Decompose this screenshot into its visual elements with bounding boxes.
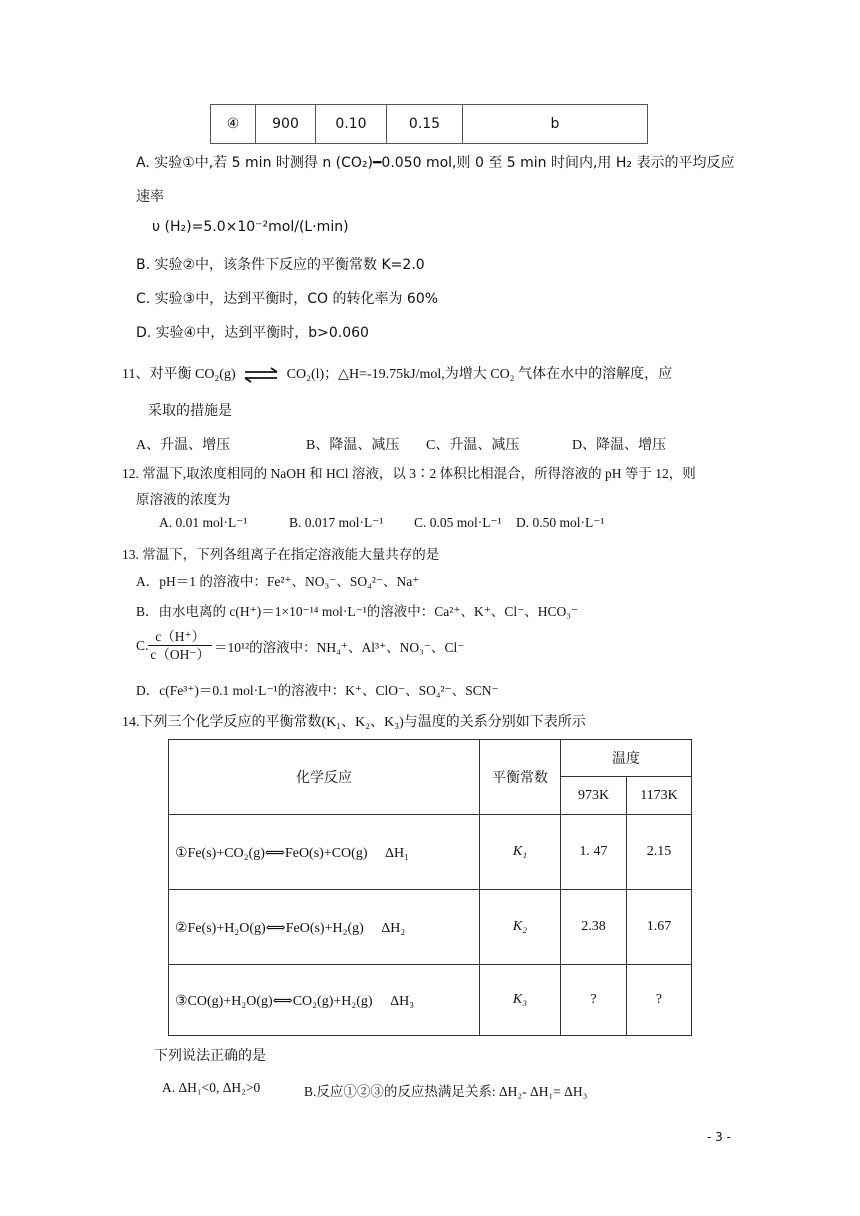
row1-973k: 1. 47 xyxy=(561,815,627,890)
cell-exp: ④ xyxy=(211,105,256,144)
row2-reaction: ②Fe(s)+H₂O(g)⟺FeO(s)+H₂(g) ΔH₂ xyxy=(169,890,480,965)
header-reaction: 化学反应 xyxy=(169,740,480,815)
header-973k: 973K xyxy=(561,777,627,815)
q13-option-c-rest: ＝10¹²的溶液中：NH₄⁺、Al³⁺、NO₃⁻、Cl⁻ xyxy=(214,639,465,655)
header-temperature: 温度 xyxy=(561,740,692,777)
row2-973k: 2.38 xyxy=(561,890,627,965)
q10-option-a-line2: 速率 xyxy=(136,189,164,205)
q13-option-c-prefix: C. xyxy=(136,637,149,653)
fraction-numerator: c（H⁺） xyxy=(148,628,212,646)
table-row xyxy=(211,105,648,144)
cell-c: b xyxy=(463,105,648,144)
q14-after: 下列说法正确的是 xyxy=(154,1048,266,1064)
q11-option-b: B、降温、减压 xyxy=(306,438,400,453)
q12-stem-line1: 12. 常温下,取浓度相同的 NaOH 和 HCl 溶液，以 3∶2 体积比相混合，所得溶液的 pH 等于 12，则 xyxy=(122,466,696,481)
row2-k: K₂ xyxy=(480,890,561,965)
q11-option-c: C、升温、减压 xyxy=(426,438,520,453)
row3-1173k: ? xyxy=(627,965,692,1036)
q14-option-b: B.反应①②③的反应热满足关系: ΔH₂- ΔH₁= ΔH₃ xyxy=(304,1084,588,1099)
equilibrium-arrow-icon xyxy=(243,367,279,383)
q10-option-a-line1: A. 实验①中,若 5 min 时测得 n (CO₂)━0.050 mol,则 0 至 5 min 时间内,用 H₂ 表示的平均反应 xyxy=(136,155,735,171)
cell-a: 0.10 xyxy=(316,105,387,144)
q11-stem-line1 xyxy=(122,363,672,383)
table-row xyxy=(169,890,692,965)
q12-option-a: A. 0.01 mol·L⁻¹ xyxy=(159,515,248,530)
q12-option-b: B. 0.017 mol·L⁻¹ xyxy=(289,515,384,530)
q14-option-a: A. ΔH₁<0, ΔH₂>0 xyxy=(162,1080,261,1095)
page-number: - 3 - xyxy=(707,1130,731,1144)
q12-option-c: C. 0.05 mol·L⁻¹ xyxy=(414,515,502,530)
table-row xyxy=(169,965,692,1036)
table-row xyxy=(169,815,692,890)
q12-stem-line2: 原溶液的浓度为 xyxy=(136,492,231,507)
q10-option-a-line3: υ (H₂)=5.0×10⁻²mol/(L·min) xyxy=(152,219,349,235)
q11-stem-part2: CO₂(l)；△H=-19.75kJ/mol,为增大 CO₂ 气体在水中的溶解度，应 xyxy=(286,367,673,382)
q10-option-b: B. 实验②中，该条件下反应的平衡常数 K=2.0 xyxy=(136,257,425,273)
q13-fraction xyxy=(148,628,212,663)
q14-stem: 14.下列三个化学反应的平衡常数(K₁、K₂、K₃)与温度的关系分别如下表所示 xyxy=(122,715,586,730)
q13-option-d: D．c(Fe³⁺)＝0.1 mol·L⁻¹的溶液中：K⁺、ClO⁻、SO₄²⁻、SCN⁻ xyxy=(136,683,499,698)
q13-option-b: B．由水电离的 c(H⁺)＝1×10⁻¹⁴ mol·L⁻¹的溶液中：Ca²⁺、K⁺、Cl⁻、HCO₃⁻ xyxy=(136,604,579,619)
q13-option-a: A．pH＝1 的溶液中：Fe²⁺、NO₃⁻、SO₄²⁻、Na⁺ xyxy=(136,574,420,589)
header-constant: 平衡常数 xyxy=(480,740,561,815)
q10-option-c: C. 实验③中，达到平衡时，CO 的转化率为 60% xyxy=(136,291,439,307)
q10-option-d: D. 实验④中，达到平衡时，b>0.060 xyxy=(136,325,369,341)
q11-stem-line2: 采取的措施是 xyxy=(148,404,232,419)
row1-k: K₁ xyxy=(480,815,561,890)
cell-b: 0.15 xyxy=(387,105,463,144)
q13-option-c xyxy=(136,628,464,663)
fraction-denominator: c（OH⁻） xyxy=(150,647,211,662)
row3-973k: ? xyxy=(561,965,627,1036)
cell-temp: 900 xyxy=(256,105,316,144)
experiment-table xyxy=(210,104,648,144)
row1-reaction: ①Fe(s)+CO₂(g)⟺FeO(s)+CO(g) ΔH₁ xyxy=(169,815,480,890)
row2-1173k: 1.67 xyxy=(627,890,692,965)
q11-option-d: D、降温、增压 xyxy=(572,438,667,453)
q12-option-d: D. 0.50 mol·L⁻¹ xyxy=(516,515,605,530)
q13-stem: 13. 常温下，下列各组离子在指定溶液能大量共存的是 xyxy=(122,547,440,562)
q11-stem-part1: 11、对平衡 CO₂(g) xyxy=(122,367,236,382)
row3-k: K₃ xyxy=(480,965,561,1036)
table-header-row xyxy=(169,740,692,777)
header-1173k: 1173K xyxy=(627,777,692,815)
row1-1173k: 2.15 xyxy=(627,815,692,890)
q11-option-a: A、升温、增压 xyxy=(136,438,231,453)
row3-reaction: ③CO(g)+H₂O(g)⟺CO₂(g)+H₂(g) ΔH₃ xyxy=(169,965,480,1036)
equilibrium-constant-table xyxy=(168,739,692,1036)
